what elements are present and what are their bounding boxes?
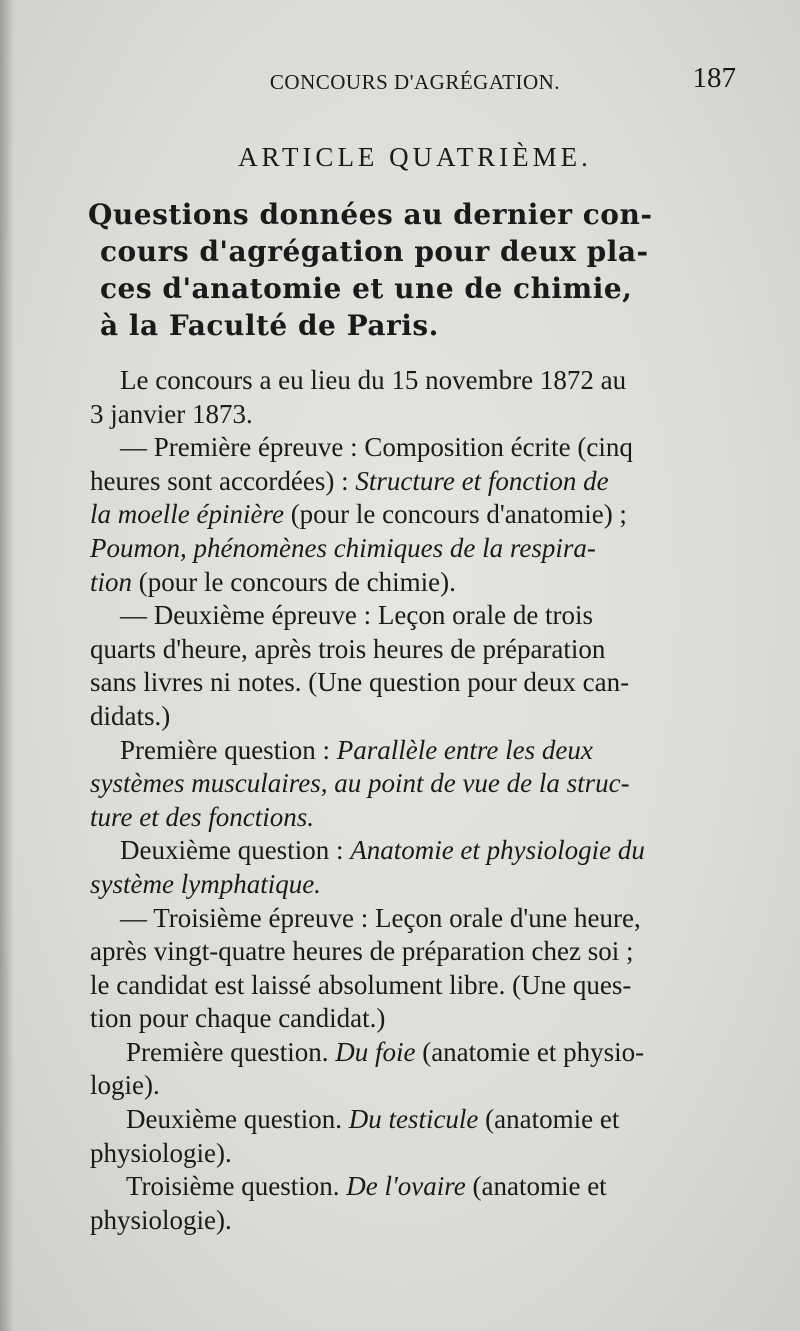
section-title-line: ces d'anatomie et une de chimie, <box>100 272 633 305</box>
text-run: (anatomie et physio- <box>415 1036 645 1067</box>
section-title-line: cours d'agrégation pour deux pla- <box>100 235 649 268</box>
text-line: le candidat est laissé absolument libre. (Une ques- <box>90 969 632 1000</box>
text-line: systèmes musculaires, au point de vue de la struc- <box>90 768 630 799</box>
page-number: 187 <box>692 62 736 94</box>
article-heading: ARTICLE QUATRIÈME. <box>238 142 592 172</box>
text-line: après vingt-quatre heures de préparation chez soi ; <box>90 936 634 967</box>
italic-run: tion <box>90 566 133 597</box>
text-line: logie). <box>90 1070 160 1101</box>
text-run: Première question : <box>120 734 337 765</box>
text-run: (anatomie et <box>478 1104 620 1135</box>
text-line: Le concours a eu lieu du 15 novembre 1872 au <box>120 365 627 395</box>
text-line: ture et des fonctions. <box>90 801 314 832</box>
text-line: sans livres ni notes. (Une question pour deux can- <box>90 667 630 698</box>
italic-run: Du testicule <box>348 1104 479 1135</box>
section-title <box>88 196 748 344</box>
text-run: (pour le concours d'anatomie) ; <box>283 499 627 530</box>
text-line: — Première épreuve : Composition écrite (cinq <box>120 432 633 463</box>
italic-run: Du foie <box>335 1036 416 1067</box>
italic-run: Anatomie et physiologie du <box>350 835 645 866</box>
italic-run: De l'ovaire <box>346 1171 466 1202</box>
text-line: tion pour chaque candidat.) <box>90 1003 386 1034</box>
text-line: physiologie). <box>90 1204 232 1235</box>
text-line <box>90 1103 750 1137</box>
text-run: (anatomie et <box>465 1171 607 1202</box>
section-title-line: Questions données au dernier con- <box>88 198 653 231</box>
running-head <box>90 62 740 102</box>
italic-run: Parallèle entre les deux <box>336 734 593 765</box>
section-title-line: à la Faculté de Paris. <box>100 309 439 342</box>
text-line <box>90 465 750 499</box>
text-line <box>90 566 750 600</box>
page-gutter-shadow <box>0 0 14 1331</box>
text-run: Troisième question. <box>126 1171 347 1202</box>
body-text <box>90 364 750 1237</box>
text-line <box>90 1170 750 1204</box>
text-run: (pour le concours de chimie). <box>132 566 456 597</box>
italic-run: Structure et fonction de <box>355 465 609 496</box>
text-line <box>90 734 750 768</box>
text-line: didats.) <box>90 700 171 731</box>
text-line: Poumon, phénomènes chimiques de la respira- <box>90 532 596 563</box>
text-line <box>90 498 750 532</box>
italic-run: la moelle épinière <box>90 499 284 530</box>
text-line: — Troisième épreuve : Leçon orale d'une heure, <box>120 902 641 933</box>
text-line <box>90 1036 750 1070</box>
text-line: — Deuxième épreuve : Leçon orale de trois <box>120 600 594 631</box>
text-run: Deuxième question. <box>126 1104 349 1135</box>
text-line: système lymphatique. <box>90 868 321 899</box>
text-line: quarts d'heure, après trois heures de préparation <box>90 633 606 664</box>
running-title: CONCOURS D'AGRÉGATION. <box>269 70 561 94</box>
text-run: Première question. <box>126 1036 336 1067</box>
text-line <box>90 834 750 868</box>
text-run: Deuxième question : <box>120 835 351 866</box>
text-run: heures sont accordées) : <box>90 465 356 496</box>
text-line: 3 janvier 1873. <box>90 398 253 429</box>
text-line: physiologie). <box>90 1137 232 1168</box>
